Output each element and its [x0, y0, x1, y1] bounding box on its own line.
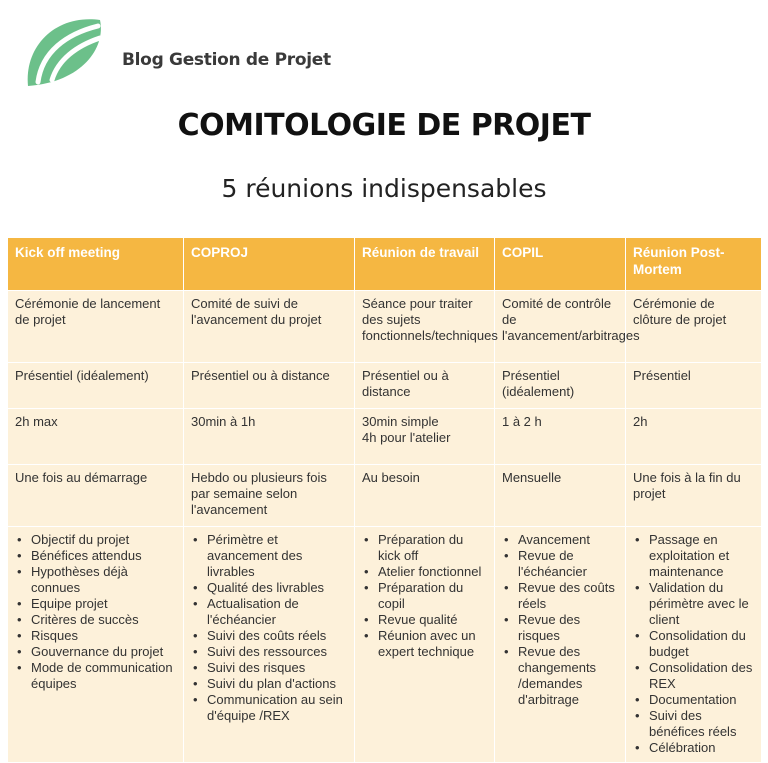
- list-item: • Communication au sein d'équipe /REX: [207, 692, 348, 724]
- list-item: • Avancement: [518, 532, 619, 548]
- list-item: • Revue des risques: [518, 612, 619, 644]
- column-header: COPROJ: [184, 238, 355, 291]
- agenda-list: [362, 532, 488, 660]
- logo-leaf-icon: [22, 12, 112, 92]
- list-item: • Suivi du plan d'actions: [207, 676, 348, 692]
- page-subtitle: 5 réunions indispensables: [221, 174, 547, 203]
- duration-cell: 30min à 1h: [184, 409, 355, 465]
- duration-cell: [355, 409, 495, 465]
- list-item: • Suivi des coûts réels: [207, 628, 348, 644]
- duration-cell: 2h: [626, 409, 762, 465]
- column-header: Réunion de travail: [355, 238, 495, 291]
- frequency-cell: Hebdo ou plusieurs fois par semaine selon l'avancement: [184, 465, 355, 527]
- list-item: • Consolidation du budget: [649, 628, 755, 660]
- mode-cell: Présentiel ou à distance: [355, 363, 495, 409]
- agenda-list: [15, 532, 177, 692]
- table-row-agenda: [8, 527, 762, 763]
- table-header-row: [8, 238, 762, 291]
- column-header: COPIL: [495, 238, 626, 291]
- list-item: • Réunion avec un expert technique: [378, 628, 488, 660]
- list-item: • Objectif du projet: [31, 532, 177, 548]
- agenda-cell: [495, 527, 626, 763]
- frequency-cell: Au besoin: [355, 465, 495, 527]
- brand-name: Blog Gestion de Projet: [122, 50, 331, 70]
- agenda-list: [633, 532, 755, 756]
- list-item: • Hypothèses déjà connues: [31, 564, 177, 596]
- list-item: • Validation du périmètre avec le client: [649, 580, 755, 628]
- agenda-cell: [355, 527, 495, 763]
- list-item: • Revue qualité: [378, 612, 488, 628]
- agenda-cell: [8, 527, 184, 763]
- list-item: • Revue des changements /demandes d'arbitrage: [518, 644, 619, 708]
- mode-cell: Présentiel (idéalement): [495, 363, 626, 409]
- list-item: • Mode de communication équipes: [31, 660, 177, 692]
- column-header: Réunion Post-Mortem: [626, 238, 762, 291]
- list-item: • Documentation: [649, 692, 755, 708]
- mode-cell: Présentiel: [626, 363, 762, 409]
- list-item: • Revue des coûts réels: [518, 580, 619, 612]
- list-item: • Périmètre et avancement des livrables: [207, 532, 348, 580]
- frequency-cell: Une fois au démarrage: [8, 465, 184, 527]
- page-title: COMITOLOGIE DE PROJET: [177, 108, 591, 143]
- list-item: • Bénéfices attendus: [31, 548, 177, 564]
- list-item: • Suivi des bénéfices réels: [649, 708, 755, 740]
- list-item: • Qualité des livrables: [207, 580, 348, 596]
- description-cell: Cérémonie de clôture de projet: [626, 291, 762, 363]
- table-row-duration: [8, 409, 762, 465]
- duration-text: 30min simple 4h pour l'atelier: [362, 414, 451, 445]
- mode-cell: Présentiel (idéalement): [8, 363, 184, 409]
- list-item: • Préparation du kick off: [378, 532, 488, 564]
- agenda-list: [191, 532, 348, 724]
- description-cell: Comité de contrôle de l'avancement/arbitrages: [495, 291, 626, 363]
- list-item: • Consolidation des REX: [649, 660, 755, 692]
- duration-cell: 1 à 2 h: [495, 409, 626, 465]
- list-item: • Critères de succès: [31, 612, 177, 628]
- list-item: • Atelier fonctionnel: [378, 564, 488, 580]
- agenda-list: [502, 532, 619, 708]
- description-cell: Cérémonie de lancement de projet: [8, 291, 184, 363]
- column-header: Kick off meeting: [8, 238, 184, 291]
- list-item: • Passage en exploitation et maintenance: [649, 532, 755, 580]
- table-row-mode: [8, 363, 762, 409]
- table-row-description: [8, 291, 762, 363]
- list-item: • Suivi des risques: [207, 660, 348, 676]
- frequency-cell: Une fois à la fin du projet: [626, 465, 762, 527]
- list-item: • Actualisation de l'échéancier: [207, 596, 348, 628]
- duration-cell: 2h max: [8, 409, 184, 465]
- list-item: • Gouvernance du projet: [31, 644, 177, 660]
- description-cell: Comité de suivi de l'avancement du projet: [184, 291, 355, 363]
- description-cell: Séance pour traiter des sujets fonctionnels/techniques: [355, 291, 495, 363]
- mode-cell: Présentiel ou à distance: [184, 363, 355, 409]
- table-row-frequency: [8, 465, 762, 527]
- list-item: • Suivi des ressources: [207, 644, 348, 660]
- list-item: • Risques: [31, 628, 177, 644]
- list-item: • Revue de l'échéancier: [518, 548, 619, 580]
- agenda-cell: [184, 527, 355, 763]
- list-item: • Préparation du copil: [378, 580, 488, 612]
- list-item: • Célébration: [649, 740, 755, 756]
- comitology-table: [7, 237, 762, 763]
- agenda-cell: [626, 527, 762, 763]
- list-item: • Equipe projet: [31, 596, 177, 612]
- logo: [22, 12, 352, 92]
- frequency-cell: Mensuelle: [495, 465, 626, 527]
